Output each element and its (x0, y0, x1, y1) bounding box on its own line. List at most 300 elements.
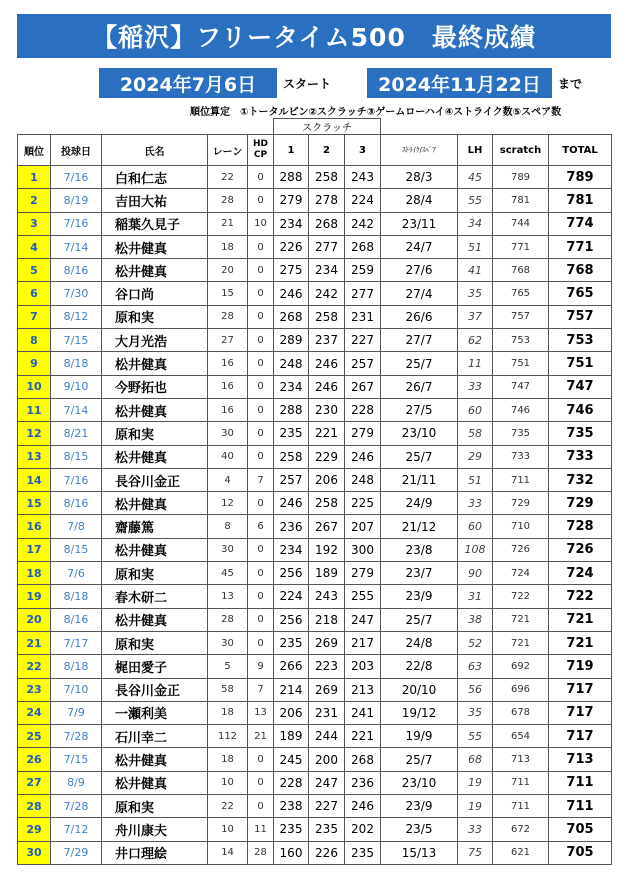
cell-lane: 16 (208, 398, 248, 421)
cell-name: 原和実 (102, 562, 208, 585)
cell-rank: 16 (18, 515, 51, 538)
cell-game-3: 246 (345, 445, 381, 468)
cell-scratch: 696 (493, 678, 549, 701)
cell-strike-spare: 21/11 (381, 468, 458, 491)
cell-lh: 55 (458, 725, 493, 748)
cell-game-3: 300 (345, 538, 381, 561)
cell-scratch: 733 (493, 445, 549, 468)
cell-total: 732 (549, 468, 612, 491)
cell-strike-spare: 15/13 (381, 841, 458, 864)
cell-game-2: 234 (309, 259, 345, 282)
cell-game-2: 246 (309, 375, 345, 398)
cell-game-2: 267 (309, 515, 345, 538)
cell-game-3: 257 (345, 352, 381, 375)
cell-strike-spare: 27/7 (381, 329, 458, 352)
cell-name: 石川幸二 (102, 725, 208, 748)
cell-total: 717 (549, 701, 612, 724)
cell-strike-spare: 21/12 (381, 515, 458, 538)
ranking-method-criteria: ①トータルピン②スクラッチ③ゲームローハイ④ストライク数⑤スペア数 (240, 107, 562, 118)
cell-name: 稲葉久見子 (102, 212, 208, 235)
table-row (18, 678, 612, 701)
cell-lh: 68 (458, 748, 493, 771)
cell-total: 781 (549, 189, 612, 212)
cell-lh: 62 (458, 329, 493, 352)
cell-hdcp: 0 (248, 352, 274, 375)
cell-game-2: 278 (309, 189, 345, 212)
cell-total: 753 (549, 329, 612, 352)
header-name: 氏名 (102, 135, 208, 166)
cell-date: 8/18 (51, 585, 102, 608)
cell-game-3: 227 (345, 329, 381, 352)
cell-game-3: 221 (345, 725, 381, 748)
cell-lane: 18 (208, 235, 248, 258)
cell-rank: 26 (18, 748, 51, 771)
cell-hdcp: 0 (248, 259, 274, 282)
cell-strike-spare: 23/11 (381, 212, 458, 235)
table-row (18, 375, 612, 398)
cell-hdcp: 0 (248, 445, 274, 468)
cell-date: 7/9 (51, 701, 102, 724)
cell-hdcp: 0 (248, 585, 274, 608)
cell-lh: 38 (458, 608, 493, 631)
cell-rank: 14 (18, 468, 51, 491)
cell-scratch: 757 (493, 305, 549, 328)
cell-lh: 52 (458, 631, 493, 654)
cell-scratch: 765 (493, 282, 549, 305)
table-row (18, 468, 612, 491)
table-row (18, 725, 612, 748)
cell-strike-spare: 22/8 (381, 655, 458, 678)
cell-strike-spare: 27/5 (381, 398, 458, 421)
cell-hdcp: 13 (248, 701, 274, 724)
cell-name: 松井健真 (102, 748, 208, 771)
cell-game-3: 268 (345, 235, 381, 258)
cell-strike-spare: 23/5 (381, 818, 458, 841)
cell-scratch: 654 (493, 725, 549, 748)
table-row (18, 585, 612, 608)
cell-name: 谷口尚 (102, 282, 208, 305)
cell-rank: 18 (18, 562, 51, 585)
cell-strike-spare: 20/10 (381, 678, 458, 701)
cell-game-1: 234 (274, 375, 309, 398)
cell-hdcp: 10 (248, 212, 274, 235)
end-date: 2024年11月22日 (367, 68, 552, 98)
cell-lh: 51 (458, 468, 493, 491)
cell-game-1: 226 (274, 235, 309, 258)
header-total: TOTAL (549, 135, 612, 166)
cell-strike-spare: 24/9 (381, 492, 458, 515)
cell-total: 751 (549, 352, 612, 375)
cell-total: 705 (549, 818, 612, 841)
cell-game-1: 289 (274, 329, 309, 352)
cell-date: 7/6 (51, 562, 102, 585)
table-row (18, 631, 612, 654)
results-table (17, 118, 612, 865)
cell-game-1: 234 (274, 538, 309, 561)
cell-lh: 35 (458, 701, 493, 724)
cell-game-2: 231 (309, 701, 345, 724)
cell-lh: 19 (458, 771, 493, 794)
cell-lane: 10 (208, 771, 248, 794)
cell-game-2: 242 (309, 282, 345, 305)
cell-hdcp: 7 (248, 678, 274, 701)
cell-lh: 75 (458, 841, 493, 864)
cell-date: 7/28 (51, 795, 102, 818)
cell-scratch: 713 (493, 748, 549, 771)
cell-name: 松井健真 (102, 608, 208, 631)
cell-name: 今野拓也 (102, 375, 208, 398)
cell-lane: 28 (208, 189, 248, 212)
cell-scratch: 711 (493, 468, 549, 491)
cell-strike-spare: 23/10 (381, 422, 458, 445)
start-date: 2024年7月6日 (99, 68, 277, 98)
table-row (18, 329, 612, 352)
cell-name: 長谷川金正 (102, 468, 208, 491)
cell-lane: 20 (208, 259, 248, 282)
cell-hdcp: 0 (248, 235, 274, 258)
cell-strike-spare: 25/7 (381, 352, 458, 375)
page-title: 【稲沢】フリータイム500 最終成績 (17, 14, 611, 58)
cell-rank: 20 (18, 608, 51, 631)
cell-game-2: 200 (309, 748, 345, 771)
cell-game-2: 277 (309, 235, 345, 258)
cell-game-1: 189 (274, 725, 309, 748)
cell-game-2: 227 (309, 795, 345, 818)
cell-total: 768 (549, 259, 612, 282)
cell-name: 吉田大祐 (102, 189, 208, 212)
cell-lh: 41 (458, 259, 493, 282)
cell-name: 松井健真 (102, 771, 208, 794)
cell-game-1: 235 (274, 631, 309, 654)
cell-name: 舟川康夫 (102, 818, 208, 841)
header-lane: レーン (208, 135, 248, 166)
cell-game-2: 258 (309, 166, 345, 189)
cell-lh: 60 (458, 515, 493, 538)
cell-rank: 24 (18, 701, 51, 724)
cell-game-2: 268 (309, 212, 345, 235)
cell-hdcp: 0 (248, 771, 274, 794)
cell-rank: 12 (18, 422, 51, 445)
cell-strike-spare: 27/4 (381, 282, 458, 305)
cell-total: 711 (549, 795, 612, 818)
header-lh: LH (458, 135, 493, 166)
cell-scratch: 711 (493, 771, 549, 794)
ranking-method (190, 103, 561, 118)
cell-lh: 51 (458, 235, 493, 258)
cell-game-2: 226 (309, 841, 345, 864)
cell-game-2: 221 (309, 422, 345, 445)
cell-scratch: 747 (493, 375, 549, 398)
table-row (18, 608, 612, 631)
cell-scratch: 722 (493, 585, 549, 608)
cell-rank: 25 (18, 725, 51, 748)
cell-lane: 30 (208, 422, 248, 445)
cell-game-1: 279 (274, 189, 309, 212)
cell-lane: 58 (208, 678, 248, 701)
cell-lh: 60 (458, 398, 493, 421)
cell-date: 8/19 (51, 189, 102, 212)
table-row (18, 701, 612, 724)
table-row (18, 771, 612, 794)
cell-total: 774 (549, 212, 612, 235)
cell-lh: 108 (458, 538, 493, 561)
cell-total: 735 (549, 422, 612, 445)
cell-total: 713 (549, 748, 612, 771)
cell-lh: 31 (458, 585, 493, 608)
cell-date: 7/28 (51, 725, 102, 748)
cell-game-2: 269 (309, 631, 345, 654)
cell-name: 原和実 (102, 422, 208, 445)
cell-date: 7/16 (51, 166, 102, 189)
cell-game-2: 269 (309, 678, 345, 701)
cell-strike-spare: 26/7 (381, 375, 458, 398)
cell-rank: 21 (18, 631, 51, 654)
cell-strike-spare: 24/7 (381, 235, 458, 258)
table-row (18, 189, 612, 212)
cell-scratch: 751 (493, 352, 549, 375)
cell-rank: 4 (18, 235, 51, 258)
cell-scratch: 768 (493, 259, 549, 282)
cell-date: 7/10 (51, 678, 102, 701)
cell-strike-spare: 23/9 (381, 795, 458, 818)
cell-scratch: 621 (493, 841, 549, 864)
table-row (18, 492, 612, 515)
cell-total: 733 (549, 445, 612, 468)
cell-game-1: 160 (274, 841, 309, 864)
cell-scratch: 724 (493, 562, 549, 585)
table-row (18, 398, 612, 421)
cell-date: 7/15 (51, 329, 102, 352)
cell-date: 7/14 (51, 398, 102, 421)
cell-strike-spare: 28/3 (381, 166, 458, 189)
header-rank: 順位 (18, 135, 51, 166)
cell-name: 大月光浩 (102, 329, 208, 352)
cell-scratch: 721 (493, 631, 549, 654)
cell-scratch: 771 (493, 235, 549, 258)
cell-rank: 9 (18, 352, 51, 375)
header-scratch: scratch (493, 135, 549, 166)
cell-lane: 30 (208, 631, 248, 654)
cell-game-1: 246 (274, 492, 309, 515)
cell-game-1: 248 (274, 352, 309, 375)
cell-lane: 8 (208, 515, 248, 538)
cell-scratch: 781 (493, 189, 549, 212)
cell-hdcp: 28 (248, 841, 274, 864)
cell-lh: 45 (458, 166, 493, 189)
cell-date: 7/12 (51, 818, 102, 841)
cell-lane: 18 (208, 748, 248, 771)
cell-total: 771 (549, 235, 612, 258)
cell-strike-spare: 19/9 (381, 725, 458, 748)
cell-lane: 12 (208, 492, 248, 515)
cell-game-2: 258 (309, 492, 345, 515)
table-row (18, 655, 612, 678)
cell-total: 717 (549, 678, 612, 701)
cell-lh: 35 (458, 282, 493, 305)
cell-date: 8/12 (51, 305, 102, 328)
cell-game-2: 229 (309, 445, 345, 468)
start-label: スタート (283, 77, 332, 91)
table-row (18, 748, 612, 771)
cell-date: 7/29 (51, 841, 102, 864)
cell-lane: 16 (208, 352, 248, 375)
cell-scratch: 729 (493, 492, 549, 515)
cell-rank: 3 (18, 212, 51, 235)
cell-lh: 34 (458, 212, 493, 235)
cell-game-3: 242 (345, 212, 381, 235)
cell-date: 8/15 (51, 538, 102, 561)
cell-hdcp: 0 (248, 538, 274, 561)
cell-hdcp: 11 (248, 818, 274, 841)
cell-lane: 28 (208, 305, 248, 328)
cell-game-1: 257 (274, 468, 309, 491)
cell-date: 7/15 (51, 748, 102, 771)
cell-hdcp: 0 (248, 375, 274, 398)
cell-lh: 58 (458, 422, 493, 445)
cell-total: 729 (549, 492, 612, 515)
cell-date: 7/16 (51, 468, 102, 491)
cell-strike-spare: 28/4 (381, 189, 458, 212)
cell-game-1: 256 (274, 562, 309, 585)
cell-name: 松井健真 (102, 398, 208, 421)
table-header-row (18, 135, 612, 166)
cell-name: 松井健真 (102, 235, 208, 258)
cell-lh: 63 (458, 655, 493, 678)
cell-rank: 11 (18, 398, 51, 421)
cell-hdcp: 0 (248, 492, 274, 515)
cell-total: 705 (549, 841, 612, 864)
cell-game-2: 247 (309, 771, 345, 794)
cell-game-3: 279 (345, 422, 381, 445)
cell-lane: 5 (208, 655, 248, 678)
table-row (18, 235, 612, 258)
cell-game-2: 244 (309, 725, 345, 748)
cell-hdcp: 0 (248, 166, 274, 189)
cell-total: 722 (549, 585, 612, 608)
cell-name: 松井健真 (102, 259, 208, 282)
cell-strike-spare: 24/8 (381, 631, 458, 654)
cell-date: 8/16 (51, 259, 102, 282)
cell-scratch: 726 (493, 538, 549, 561)
cell-total: 721 (549, 631, 612, 654)
cell-lh: 33 (458, 492, 493, 515)
cell-game-3: 231 (345, 305, 381, 328)
cell-game-3: 279 (345, 562, 381, 585)
cell-rank: 10 (18, 375, 51, 398)
header-game-1: 1 (274, 135, 309, 166)
cell-lh: 19 (458, 795, 493, 818)
cell-game-3: 224 (345, 189, 381, 212)
cell-name: 春木研二 (102, 585, 208, 608)
cell-scratch: 678 (493, 701, 549, 724)
cell-rank: 22 (18, 655, 51, 678)
cell-name: 井口理絵 (102, 841, 208, 864)
header-game-2: 2 (309, 135, 345, 166)
cell-game-3: 225 (345, 492, 381, 515)
cell-scratch: 735 (493, 422, 549, 445)
cell-lane: 45 (208, 562, 248, 585)
cell-hdcp: 0 (248, 189, 274, 212)
cell-total: 721 (549, 608, 612, 631)
cell-rank: 15 (18, 492, 51, 515)
cell-game-3: 247 (345, 608, 381, 631)
cell-name: 松井健真 (102, 445, 208, 468)
cell-strike-spare: 25/7 (381, 748, 458, 771)
cell-game-3: 246 (345, 795, 381, 818)
cell-date: 8/18 (51, 655, 102, 678)
cell-hdcp: 21 (248, 725, 274, 748)
cell-total: 747 (549, 375, 612, 398)
cell-scratch: 789 (493, 166, 549, 189)
table-row (18, 445, 612, 468)
cell-game-2: 223 (309, 655, 345, 678)
cell-lh: 37 (458, 305, 493, 328)
table-row (18, 282, 612, 305)
cell-rank: 29 (18, 818, 51, 841)
cell-date: 8/18 (51, 352, 102, 375)
cell-hdcp: 0 (248, 422, 274, 445)
cell-lh: 33 (458, 818, 493, 841)
cell-scratch: 692 (493, 655, 549, 678)
cell-name: 梶田愛子 (102, 655, 208, 678)
cell-total: 789 (549, 166, 612, 189)
cell-strike-spare: 26/6 (381, 305, 458, 328)
cell-hdcp: 0 (248, 329, 274, 352)
cell-game-3: 241 (345, 701, 381, 724)
table-row (18, 422, 612, 445)
cell-hdcp: 0 (248, 608, 274, 631)
cell-name: 一瀬利美 (102, 701, 208, 724)
cell-name: 齋藤篤 (102, 515, 208, 538)
cell-rank: 7 (18, 305, 51, 328)
table-row (18, 352, 612, 375)
cell-lh: 33 (458, 375, 493, 398)
cell-date: 8/16 (51, 608, 102, 631)
cell-game-1: 275 (274, 259, 309, 282)
cell-rank: 17 (18, 538, 51, 561)
cell-lane: 16 (208, 375, 248, 398)
cell-lane: 28 (208, 608, 248, 631)
cell-scratch: 721 (493, 608, 549, 631)
cell-scratch: 744 (493, 212, 549, 235)
cell-name: 松井健真 (102, 352, 208, 375)
cell-game-1: 266 (274, 655, 309, 678)
cell-date: 8/15 (51, 445, 102, 468)
cell-rank: 2 (18, 189, 51, 212)
cell-game-2: 230 (309, 398, 345, 421)
cell-hdcp: 0 (248, 562, 274, 585)
cell-rank: 13 (18, 445, 51, 468)
table-row (18, 305, 612, 328)
cell-game-1: 235 (274, 422, 309, 445)
cell-scratch: 753 (493, 329, 549, 352)
cell-date: 8/16 (51, 492, 102, 515)
cell-lh: 90 (458, 562, 493, 585)
cell-game-1: 245 (274, 748, 309, 771)
cell-date: 7/8 (51, 515, 102, 538)
cell-hdcp: 0 (248, 795, 274, 818)
cell-lane: 10 (208, 818, 248, 841)
table-row (18, 212, 612, 235)
cell-strike-spare: 23/9 (381, 585, 458, 608)
cell-game-3: 259 (345, 259, 381, 282)
cell-rank: 28 (18, 795, 51, 818)
cell-name: 長谷川金正 (102, 678, 208, 701)
cell-hdcp: 6 (248, 515, 274, 538)
cell-game-1: 214 (274, 678, 309, 701)
cell-game-1: 224 (274, 585, 309, 608)
header-strike-spare: ｽﾄﾗｲｸ/ｽﾍﾟｱ (381, 135, 458, 166)
